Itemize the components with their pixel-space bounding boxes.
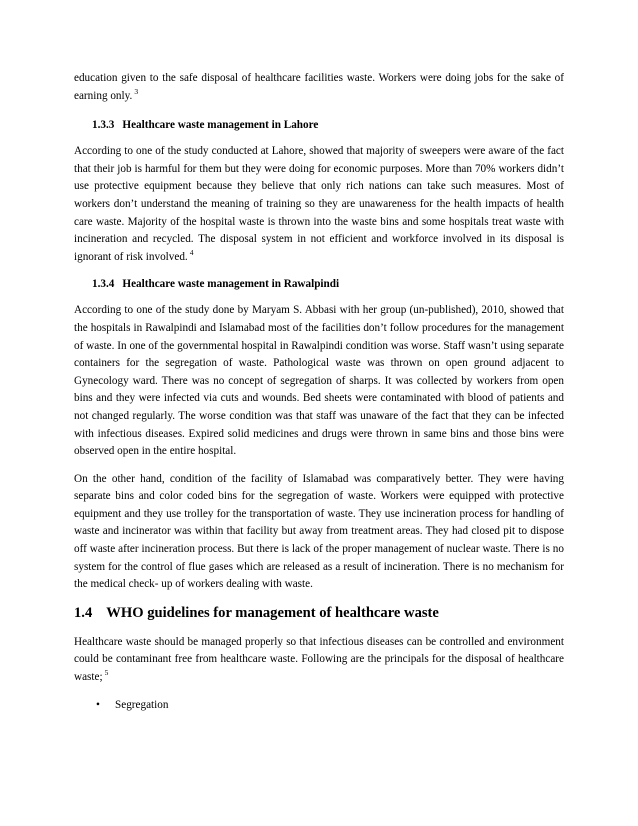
paragraph-who	[74, 634, 564, 687]
paragraph-text: According to one of the study conducted at Lahore, showed that majority of sweepers were aware of the fact that their job is harmful for them but they were doing for economic purposes. More than 70% workers didn’t use protective equipment because they believe that only rich nations can take such measures. Most of workers don’t understand the meaning of training so they are unawareness for the health impacts of health care waste. Majority of the hospital waste is thrown into the waste bins and some hospitals treat waste with incineration and recycled. The disposal system in not efficient and workforce involved in its disposal is ignorant of risk involved.	[74, 145, 564, 263]
paragraph-lahore	[74, 143, 564, 266]
list-item-text: Segregation	[115, 698, 169, 711]
list-item	[74, 697, 564, 714]
footnote-ref: 3	[134, 86, 139, 96]
footnote-ref: 5	[104, 668, 109, 678]
section-title: Healthcare waste management in Lahore	[122, 119, 319, 132]
paragraph-intro	[74, 70, 564, 105]
section-number: 1.4	[74, 604, 93, 621]
paragraph-text: Healthcare waste should be managed properly so that infectious diseases can be controlled and environment could be contaminant free from healthcare waste. Following are the principals for the disposal of healthcare waste;	[74, 635, 564, 684]
section-number: 1.3.3	[92, 119, 115, 132]
section-number: 1.3.4	[92, 278, 115, 291]
section-heading-1-4	[74, 604, 564, 622]
footnote-ref: 4	[189, 248, 194, 258]
bullet-icon: •	[96, 698, 100, 711]
paragraph-text: education given to the safe disposal of healthcare facilities waste. Workers were doing jobs for the sake of earning only.	[74, 72, 564, 102]
section-heading-1-3-4	[92, 276, 564, 292]
section-title: Healthcare waste management in Rawalpindi	[122, 278, 340, 291]
paragraph-rawalpindi-1: According to one of the study done by Maryam S. Abbasi with her group (un-published), 2010, showed that the hospitals in Rawalpindi and Islamabad most of the facilities don’t follow procedures for the management of waste. In one of the governmental hospital in Rawalpindi condition was worse. Staff wasn’t using separate containers for the segregation of waste. Pathological waste was thrown on open ground adjacent to Gynecology ward. There was no concept of segregation of sharps. It was collected by workers from open bins and they were infected via cuts and wounds. Bed sheets were contaminated with blood of patients and not changed regularly. The worse condition was that staff was unaware of the fact that they can be infected with infectious diseases. Expired solid medicines and drugs were thrown in same bins and those bins were observed open in the entire hospital.	[74, 304, 564, 458]
section-title: WHO guidelines for management of healthcare waste	[106, 604, 439, 621]
page-content	[74, 70, 564, 714]
bullet-list	[74, 697, 564, 714]
section-heading-1-3-3	[92, 117, 564, 133]
paragraph-rawalpindi-2: On the other hand, condition of the facility of Islamabad was comparatively better. They were having separate bins and color coded bins for the segregation of waste. Workers were equipped with protective equipment and they use trolley for the transportation of waste. They use incineration process for handling of waste and incinerator was within that facility but away from treatment areas. They had closed pit to dispose off waste after incineration process. But there is lack of the proper management of nuclear waste. There is no system for the control of flue gases which are released as a result of incineration. There is no mechanism for the medical check- up of workers dealing with waste.	[74, 472, 564, 591]
